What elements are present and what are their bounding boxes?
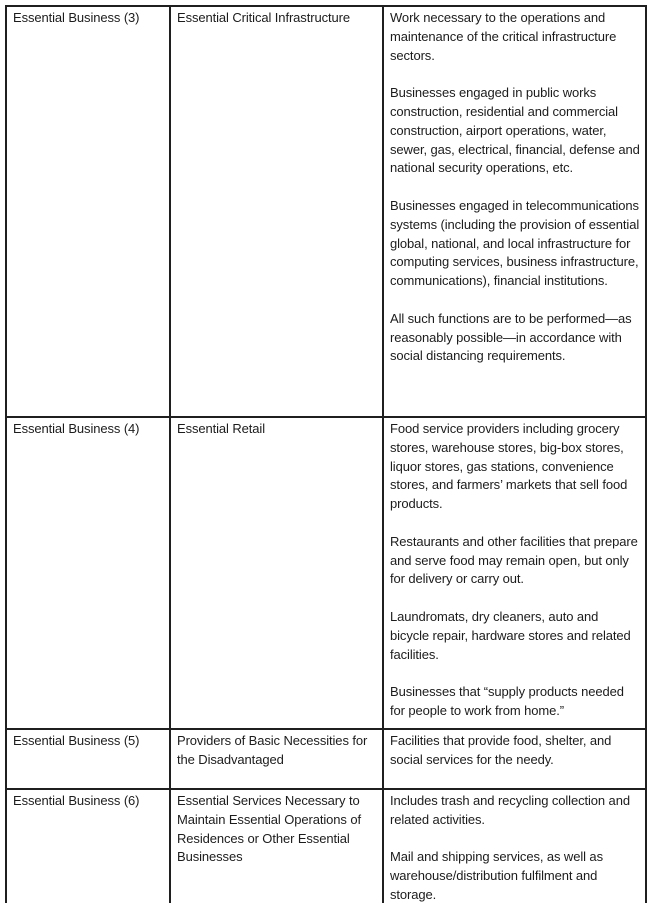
- description-paragraph: Includes trash and recycling collection and related activities.: [390, 793, 630, 827]
- business-label: Essential Business (6): [13, 793, 140, 808]
- essential-business-table: [5, 5, 647, 903]
- business-label-cell: [6, 417, 170, 729]
- description-paragraph: Food service providers including grocery stores, warehouse stores, big-box stores, liquor stores, gas stations, convenience stores, and farmers’ markets that sell food products.: [390, 421, 628, 512]
- business-label: Essential Business (5): [13, 733, 140, 748]
- category-cell: [170, 417, 383, 729]
- business-label-cell: [6, 729, 170, 789]
- description-cell: [383, 417, 646, 729]
- description-cell: [383, 789, 646, 903]
- business-label-cell: [6, 6, 170, 417]
- table-body: [6, 6, 646, 903]
- description-paragraph: Work necessary to the operations and maintenance of the critical infrastructure sectors.: [390, 10, 617, 63]
- category-label: Providers of Basic Necessities for the Disadvantaged: [177, 733, 368, 767]
- category-label: Essential Retail: [177, 421, 265, 436]
- description-paragraph: Facilities that provide food, shelter, and social services for the needy.: [390, 733, 612, 767]
- table-row: [6, 417, 646, 729]
- business-label: Essential Business (3): [13, 10, 140, 25]
- business-label: Essential Business (4): [13, 421, 140, 436]
- category-cell: [170, 789, 383, 903]
- description-paragraph: Businesses engaged in public works construction, residential and commercial construction, airport operations, water, sewer, gas, electrical, financial, defense and national security operations, etc.: [390, 85, 640, 176]
- description-paragraph: Restaurants and other facilities that prepare and serve food may remain open, but only for delivery or carry out.: [390, 533, 638, 587]
- category-label: Essential Services Necessary to Maintain Essential Operations of Residences or Other Essential Businesses: [177, 793, 361, 865]
- description-paragraph: Businesses that “supply products needed for people to work from home.”: [390, 684, 624, 718]
- description-cell: [383, 6, 646, 417]
- category-cell: [170, 6, 383, 417]
- category-cell: [170, 729, 383, 789]
- description-paragraph: Laundromats, dry cleaners, auto and bicycle repair, hardware stores and related facilities.: [390, 608, 631, 662]
- category-label: Essential Critical Infrastructure: [177, 10, 350, 25]
- description-paragraph: Businesses engaged in telecommunications systems (including the provision of essential global, national, and local infrastructure for computing services, business infrastructure, communications), financial institutions.: [390, 197, 640, 289]
- table-row: [6, 6, 646, 417]
- business-label-cell: [6, 789, 170, 903]
- description-paragraph: All such functions are to be performed—as reasonably possible—in accordance with social distancing requirements.: [390, 310, 632, 364]
- description-cell: [383, 729, 646, 789]
- table-row: [6, 729, 646, 789]
- table-row: [6, 789, 646, 903]
- description-paragraph: Mail and shipping services, as well as warehouse/distribution fulfilment and storage.: [390, 849, 603, 902]
